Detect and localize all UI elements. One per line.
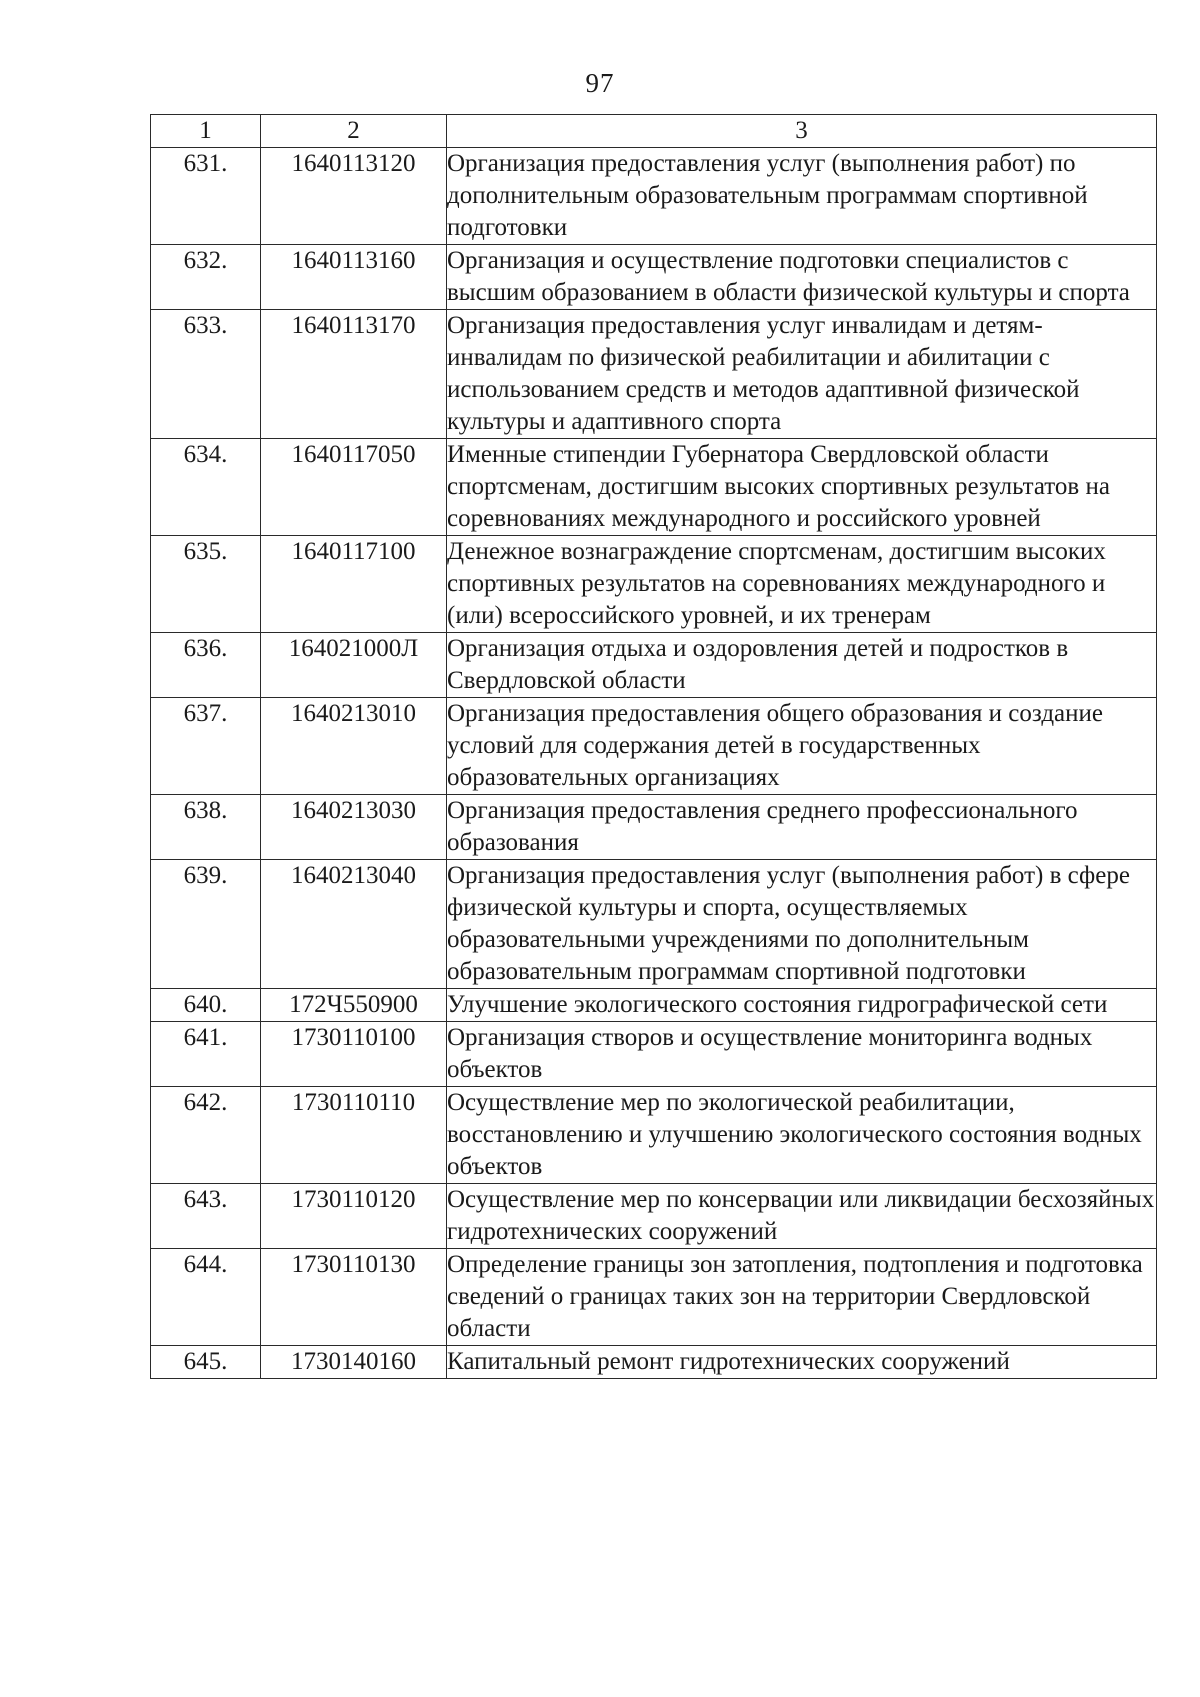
row-number: 632. <box>151 245 261 310</box>
table-row <box>151 1346 1157 1379</box>
row-number: 631. <box>151 148 261 245</box>
row-description: Осуществление мер по консервации или ликвидации бесхозяйных гидротехнических сооружений <box>447 1184 1157 1249</box>
row-description: Организация отдыха и оздоровления детей и подростков в Свердловской области <box>447 633 1157 698</box>
table-row <box>151 245 1157 310</box>
table-row <box>151 795 1157 860</box>
row-number: 640. <box>151 989 261 1022</box>
row-code: 1730110130 <box>261 1249 447 1346</box>
table-row <box>151 310 1157 439</box>
row-code: 1730110120 <box>261 1184 447 1249</box>
row-description: Именные стипендии Губернатора Свердловской области спортсменам, достигшим высоких спортивных результатов на соревнованиях международного и российского уровней <box>447 439 1157 536</box>
table-row <box>151 1087 1157 1184</box>
row-code: 1640113170 <box>261 310 447 439</box>
row-code: 1730110110 <box>261 1087 447 1184</box>
row-description: Организация створов и осуществление мониторинга водных объектов <box>447 1022 1157 1087</box>
row-description: Организация предоставления услуг (выполнения работ) по дополнительным образовательным программам спортивной подготовки <box>447 148 1157 245</box>
row-number: 634. <box>151 439 261 536</box>
row-number: 635. <box>151 536 261 633</box>
row-code: 164021000Л <box>261 633 447 698</box>
row-description: Организация предоставления общего образования и создание условий для содержания детей в государственных образовательных организациях <box>447 698 1157 795</box>
row-description: Денежное вознаграждение спортсменам, достигшим высоких спортивных результатов на соревнованиях международного и (или) всероссийского уровней, и их тренерам <box>447 536 1157 633</box>
budget-classification-table <box>150 114 1157 1379</box>
column-header-code: 2 <box>261 115 447 148</box>
row-code: 1640117100 <box>261 536 447 633</box>
row-description: Улучшение экологического состояния гидрографической сети <box>447 989 1157 1022</box>
table-row <box>151 1184 1157 1249</box>
row-number: 636. <box>151 633 261 698</box>
row-code: 1640117050 <box>261 439 447 536</box>
row-code: 1640113160 <box>261 245 447 310</box>
row-number: 633. <box>151 310 261 439</box>
row-number: 641. <box>151 1022 261 1087</box>
row-number: 644. <box>151 1249 261 1346</box>
row-code: 1730140160 <box>261 1346 447 1379</box>
row-code: 1640213040 <box>261 860 447 989</box>
row-description: Организация предоставления среднего профессионального образования <box>447 795 1157 860</box>
table-row <box>151 989 1157 1022</box>
table-row <box>151 633 1157 698</box>
table-row <box>151 698 1157 795</box>
row-description: Определение границы зон затопления, подтопления и подготовка сведений о границах таких зон на территории Свердловской области <box>447 1249 1157 1346</box>
table-row <box>151 148 1157 245</box>
column-header-description: 3 <box>447 115 1157 148</box>
table-row <box>151 1022 1157 1087</box>
row-code: 1730110100 <box>261 1022 447 1087</box>
row-code: 1640213030 <box>261 795 447 860</box>
row-number: 639. <box>151 860 261 989</box>
row-number: 642. <box>151 1087 261 1184</box>
row-description: Организация и осуществление подготовки специалистов с высшим образованием в области физической культуры и спорта <box>447 245 1157 310</box>
row-description: Капитальный ремонт гидротехнических сооружений <box>447 1346 1157 1379</box>
row-description: Осуществление мер по экологической реабилитации, восстановлению и улучшению экологического состояния водных объектов <box>447 1087 1157 1184</box>
row-number: 637. <box>151 698 261 795</box>
row-number: 638. <box>151 795 261 860</box>
table-row <box>151 439 1157 536</box>
column-header-number: 1 <box>151 115 261 148</box>
row-description: Организация предоставления услуг (выполнения работ) в сфере физической культуры и спорта, осуществляемых образовательными учреждениями по дополнительным образовательным программам спортивной подготовки <box>447 860 1157 989</box>
table-row <box>151 1249 1157 1346</box>
row-description: Организация предоставления услуг инвалидам и детям-инвалидам по физической реабилитации и абилитации с использованием средств и методов адаптивной физической культуры и адаптивного спорта <box>447 310 1157 439</box>
table-header-row <box>151 115 1157 148</box>
row-number: 645. <box>151 1346 261 1379</box>
row-code: 172Ч550900 <box>261 989 447 1022</box>
row-code: 1640113120 <box>261 148 447 245</box>
page-number: 97 <box>585 68 615 98</box>
table-row <box>151 536 1157 633</box>
table-row <box>151 860 1157 989</box>
row-code: 1640213010 <box>261 698 447 795</box>
row-number: 643. <box>151 1184 261 1249</box>
